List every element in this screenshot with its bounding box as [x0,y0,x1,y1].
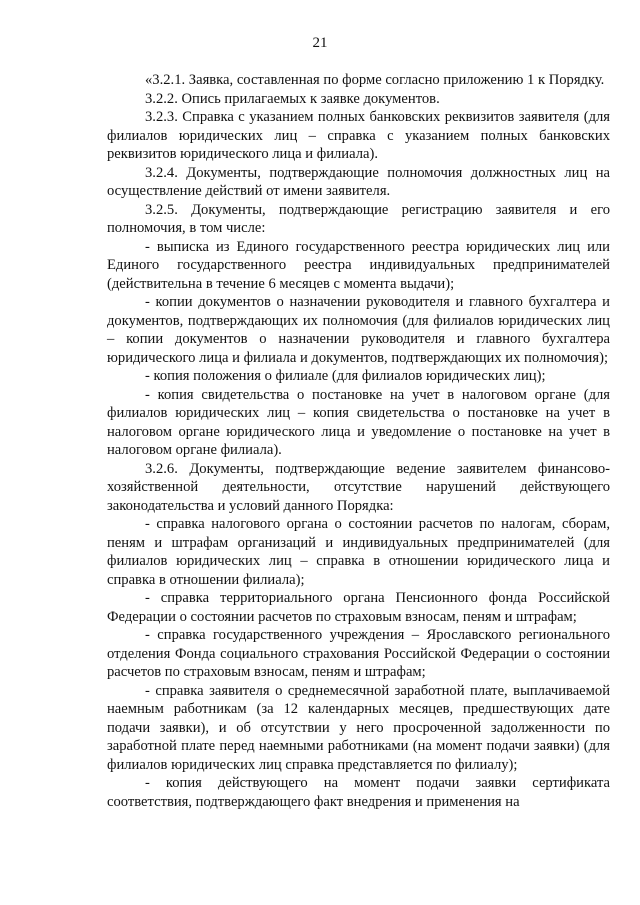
list-item-pension-fund-certificate: - справка территориального органа Пенсионного фонда Российской Федерации о состоянии расчетов по страховым взносам, пеням и штрафам; [107,590,610,625]
paragraph-3-2-6: 3.2.6. Документы, подтверждающие ведение заявителем финансово-хозяйственной деятельности, отсутствие нарушений действующего законодательства и условий данного Порядка: [107,460,610,514]
list-item-egrul-extract: - выписка из Единого государственного реестра юридических лиц или Единого государственного реестра индивидуальных предпринимателей (действительна в течение 6 месяцев с момента выдачи); [107,238,610,292]
list-item-conformity-certificate: - копия действующего на момент подачи заявки сертификата соответствия, подтверждающего факт внедрения и применения на [107,775,610,810]
list-item-social-insurance-certificate: - справка государственного учреждения – Ярославского регионального отделения Фонда социального страхования Российской Федерации о состоянии расчетов по страховым взносам, пеням и штрафам; [107,627,610,680]
page-number: 21 [312,35,328,51]
paragraph-3-2-2: 3.2.2. Опись прилагаемых к заявке документов. [145,90,440,107]
document-body [107,71,610,811]
list-item-tax-registration: - копия свидетельства о постановке на учет в налоговом органе (для филиалов юридических лиц – копия свидетельства о постановке на учет в налоговом органе юридического лица и уведомление о постановке на учет в налоговом органе филиала). [107,386,610,458]
paragraph-3-2-1: «3.2.1. Заявка, составленная по форме согласно приложению 1 к Порядку. [145,72,605,88]
list-item-appointment-copies: - копии документов о назначении руководителя и главного бухгалтера и документов, подтверждающих их полномочия (для филиалов юридических лиц – копии документов о назначении руководителя и главного бухгалтера юридического лица и филиала и документов, подтверждающих их полномочия); [107,294,610,366]
paragraph-3-2-3: 3.2.3. Справка с указанием полных банковских реквизитов заявителя (для филиалов юридических лиц – справка с указанием полных банковских реквизитов юридического лица и филиала). [107,109,610,162]
list-item-tax-certificate: - справка налогового органа о состоянии расчетов по налогам, сборам, пеням и штрафам организаций и индивидуальных предпринимателей (для филиалов юридических лиц – справка в отношении юридического лица и справка в отношении филиала); [107,516,610,588]
list-item-salary-certificate: - справка заявителя о среднемесячной заработной плате, выплачиваемой наемным работникам (за 12 календарных месяцев, предшествующих дате подачи заявки), и об отсутствии у него просроченной задолженности по заработной плате перед наемными работниками (на момент подачи заявки) (для филиалов юридических лиц справка представляется по филиалу); [107,682,610,773]
paragraph-3-2-5: 3.2.5. Документы, подтверждающие регистрацию заявителя и его полномочия, в том числе: [107,201,610,236]
list-item-branch-regulation: - копия положения о филиале (для филиалов юридических лиц); [145,368,546,384]
paragraph-3-2-4: 3.2.4. Документы, подтверждающие полномочия должностных лиц на осуществление действий от имени заявителя. [107,164,610,199]
